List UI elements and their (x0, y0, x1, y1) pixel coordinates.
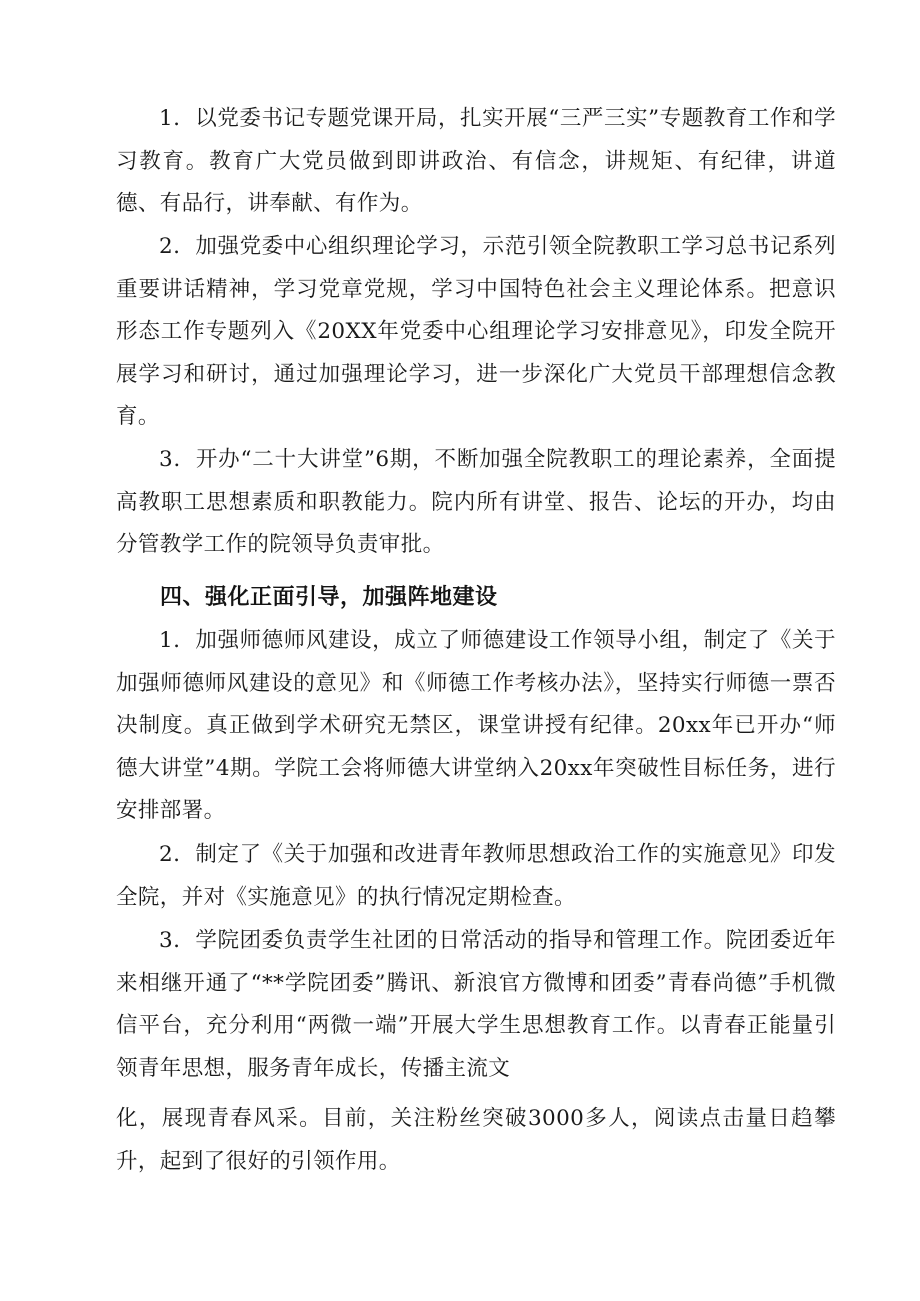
paragraph-3-1: 1．以党委书记专题党课开局，扎实开展“三严三实”专题教育工作和学习教育。教育广大党员做到即讲政治、有信念，讲规矩、有纪律，讲道德、有品行，讲奉献、有作为。 (116, 106, 836, 217)
paragraph-4-2: 2．制定了《关于加强和改进青年教师思想政治工作的实施意见》印发全院，并对《实施意见》的执行情况定期检查。 (116, 842, 836, 910)
paragraph-4-1: 1．加强师德师风建设，成立了师德建设工作领导小组，制定了《关于加强师德师风建设的意见》和《师德工作考核办法》，坚持实行师德一票否决制度。真正做到学术研究无禁区，课堂讲授有纪律。20xx年已开办“师德大讲堂”4期。学院工会将师德大讲堂纳入20xx年突破性目标任务，进行安排部署。 (116, 628, 836, 824)
paragraph-3-3: 3．开办“二十大讲堂”6期，不断加强全院教职工的理论素养，全面提高教职工思想素质和职教能力。院内所有讲堂、报告、论坛的开办，均由分管教学工作的院领导负责审批。 (116, 447, 836, 558)
paragraph-4-3-continuation: 化，展现青春风采。目前，关注粉丝突破3000多人，阅读点击量日趋攀升，起到了很好的引领作用。 (116, 1106, 836, 1174)
paragraph-3-2: 2．加强党委中心组织理论学习，示范引领全院教职工学习总书记系列重要讲话精神，学习党章党规，学习中国特色社会主义理论体系。把意识形态工作专题列入《20XX年党委中心组理论学习安排意见》，印发全院开展学习和研讨，通过加强理论学习，进一步深化广大党员干部理想信念教育。 (116, 234, 836, 430)
section-heading-4: 四、强化正面引导，加强阵地建设 (160, 585, 498, 610)
paragraph-4-3: 3．学院团委负责学生社团的日常活动的指导和管理工作。院团委近年来相继开通了“**学院团委”腾讯、新浪官方微博和团委”青春尚德”手机微信平台，充分利用“两微一端”开展大学生思想教育工作。以青春正能量引领青年思想，服务青年成长，传播主流文 (116, 928, 836, 1081)
